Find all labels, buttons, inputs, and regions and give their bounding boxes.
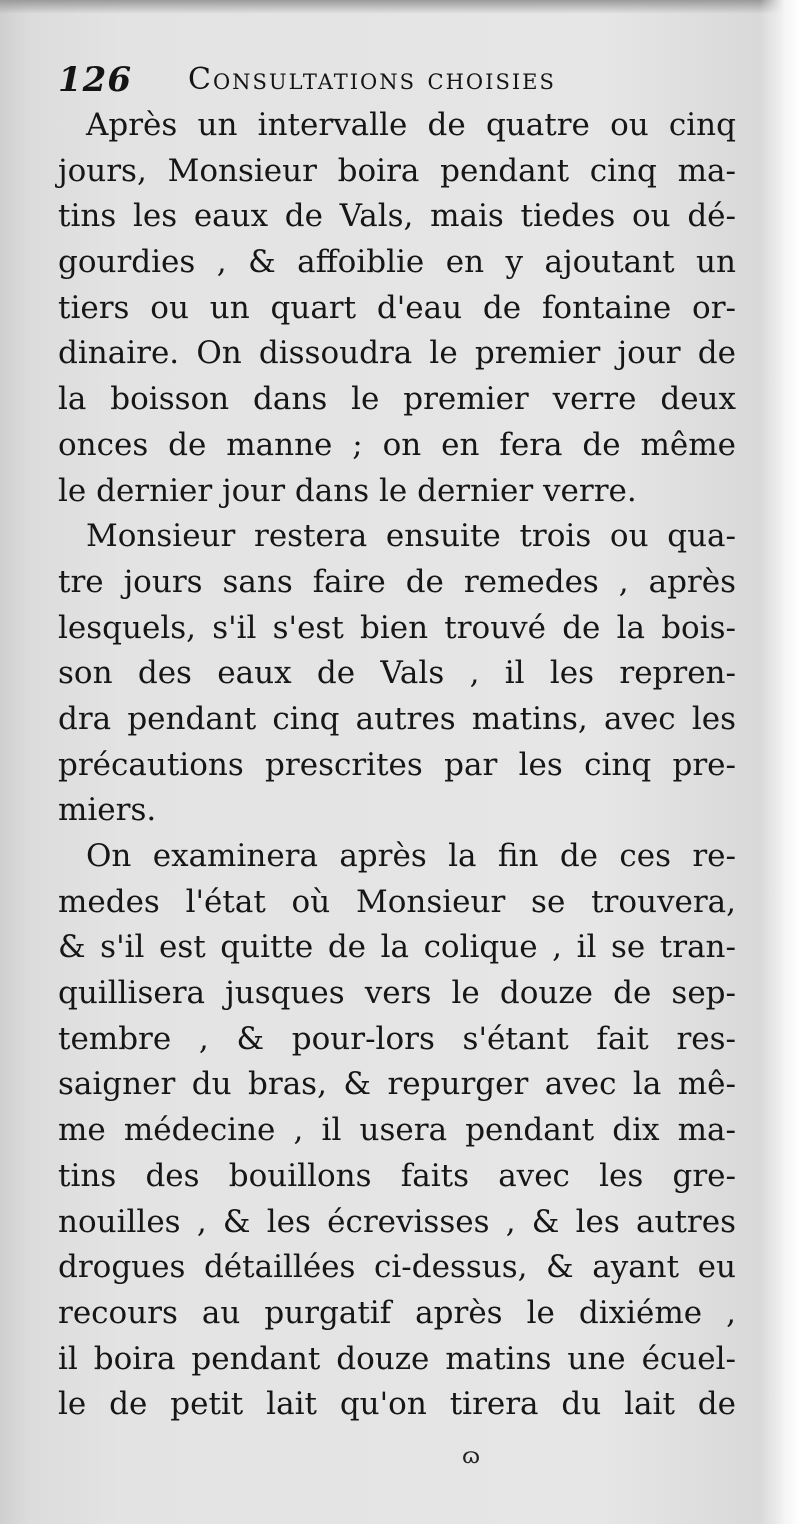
text-line: son des eaux de Vals , il les repren-	[58, 655, 736, 692]
text-line: la boisson dans le premier verre deux	[58, 381, 736, 418]
text-line: le de petit lait qu'on tirera du lait de	[58, 1386, 736, 1423]
page-top-shadow	[0, 0, 800, 14]
body-text	[58, 103, 736, 1428]
text-line: lesquels, s'il s'est bien trouvé de la bois-	[58, 609, 736, 646]
footer-ornament: ɷ	[462, 1444, 481, 1469]
text-line: quillisera jusques vers le douze de sep-	[58, 975, 736, 1012]
text-line: me médecine , il usera pendant dix ma-	[58, 1112, 736, 1149]
text-line: medes l'état où Monsieur se trouvera,	[58, 883, 736, 920]
text-line: tiers ou un quart d'eau de fontaine or-	[58, 289, 736, 326]
text-line: tins des bouillons faits avec les gre-	[58, 1157, 736, 1194]
text-line: tembre , & pour-lors s'étant fait res-	[58, 1020, 736, 1057]
text-line: tins les eaux de Vals, mais tiedes ou dé-	[58, 198, 736, 235]
text-line: & s'il est quitte de la colique , il se tran-	[58, 929, 736, 966]
page-number: 126	[58, 60, 132, 100]
text-line: tre jours sans faire de remedes , après	[58, 563, 736, 600]
text-line: nouilles , & les écrevisses , & les autres	[58, 1203, 736, 1240]
text-line: drogues détaillées ci-dessus, & ayant eu	[58, 1249, 736, 1286]
text-line: Après un intervalle de quatre ou cinq	[86, 107, 736, 143]
page-right-edge	[760, 0, 800, 1524]
text-line: miers.	[58, 792, 157, 829]
text-line: Monsieur restera ensuite trois ou qua-	[86, 518, 736, 555]
text-line: il boira pendant douze matins une écuel-	[58, 1340, 736, 1377]
text-line: gourdies , & affoiblie en y ajoutant un	[58, 244, 736, 281]
text-line: On examinera après la fin de ces re-	[86, 838, 736, 874]
text-line: jours, Monsieur boira pendant cinq ma-	[58, 152, 736, 189]
text-line: le dernier jour dans le dernier verre.	[58, 472, 637, 509]
running-head: Consultations choisies	[188, 62, 556, 97]
text-line: onces de manne ; on en fera de même	[58, 426, 736, 463]
text-line: saigner du bras, & repurger avec la mê-	[58, 1066, 736, 1103]
text-line: recours au purgatif après le dixiéme ,	[58, 1294, 736, 1331]
text-line: dra pendant cinq autres matins, avec les	[58, 700, 736, 737]
text-line: précautions prescrites par les cinq pre-	[58, 746, 736, 783]
page-header	[58, 56, 738, 106]
text-line: dinaire. On dissoudra le premier jour de	[58, 335, 736, 372]
